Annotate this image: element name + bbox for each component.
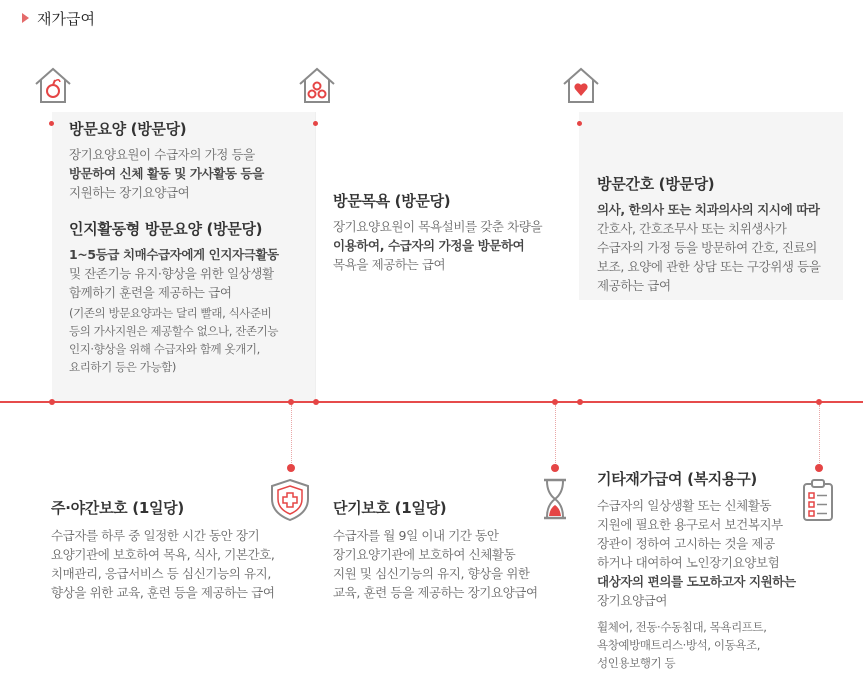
other-block — [597, 468, 797, 672]
desc-line: 목욕을 제공하는 급여 — [333, 257, 446, 272]
desc-line: 수급자를 월 9일 이내 기간 동안 — [333, 528, 499, 543]
connector-line — [291, 405, 292, 467]
visit-nursing-title: 방문간호 (방문당) — [597, 175, 715, 193]
desc-line: 보조, 요양에 관한 상담 또는 구강위생 등을 — [597, 259, 821, 274]
visit-nursing-block — [597, 173, 847, 295]
desc-line: 교육, 훈련 등을 제공하는 장기요양급여 — [333, 585, 538, 600]
connector-dot — [287, 464, 295, 472]
other-title: 기타재가급여 (복지용구) — [597, 470, 757, 488]
desc-line: 함께하기 훈련을 제공하는 급여 — [69, 285, 232, 300]
visit-care-title: 방문요양 (방문당) — [69, 120, 187, 138]
cognitive-note: (기존의 방문요양과는 달리 빨래, 식사준비 등의 가사지원은 제공할수 없으나, 잔존기능 인지·향상을 위해 수급자와 함께 옷개기, 요리하기 등은 가능함) — [69, 306, 279, 374]
desc-line: 수급자를 하루 중 일정한 시간 동안 장기 — [51, 528, 260, 543]
desc-line: 의사, 한의사 또는 치과의사의 지시에 따라 — [597, 202, 820, 217]
day-night-block — [51, 497, 301, 602]
desc-line: 치매관리, 응급서비스 등 심신기능의 유지, — [51, 566, 271, 581]
triangle-bullet-icon — [22, 13, 29, 23]
desc-line: 1~5등급 치매수급자에게 인지자극활동 — [69, 247, 279, 262]
divider-line — [315, 112, 316, 401]
cognitive-title: 인지활동형 방문요양 (방문당) — [69, 220, 263, 238]
timeline-dot — [577, 399, 583, 405]
house-bath-icon — [296, 64, 338, 106]
desc-line: 장기요양요원이 수급자의 가정 등을 — [69, 147, 255, 162]
section-dot — [577, 121, 582, 126]
desc-line: 지원 및 심신기능의 유지, 향상을 위한 — [333, 566, 530, 581]
visit-care-block — [69, 118, 309, 376]
desc-line: 이용하여, 수급자의 가정을 방문하여 — [333, 238, 525, 253]
connector-line — [555, 405, 556, 467]
house-heart-icon — [560, 64, 602, 106]
connector-dot — [815, 464, 823, 472]
day-night-title: 주·야간보호 (1일당) — [51, 499, 184, 517]
house-apple-icon — [32, 64, 74, 106]
other-items: 휠체어, 전동·수동침대, 목욕리프트, 욕창예방매트리스·방석, 이동욕조, 성인용보행기 등 — [597, 620, 767, 670]
desc-line: 장관이 정하여 고시하는 것을 제공 — [597, 536, 775, 551]
desc-line: 수급자의 일상생활 또는 신체활동 — [597, 498, 772, 513]
desc-line: 및 잔존기능 유지·향상을 위한 일상생활 — [69, 266, 274, 281]
timeline-line — [0, 401, 863, 403]
desc-line: 지원에 필요한 용구로서 보건복지부 — [597, 517, 783, 532]
desc-line: 제공하는 급여 — [597, 278, 671, 293]
desc-line: 간호사, 간호조무사 또는 치위생사가 — [597, 221, 787, 236]
desc-line: 장기요양요원이 목욕설비를 갖춘 차량을 — [333, 219, 543, 234]
connector-line — [819, 405, 820, 467]
short-term-block — [333, 497, 573, 602]
desc-line: 요양기관에 보호하여 목욕, 식사, 기본간호, — [51, 547, 275, 562]
section-dot — [49, 121, 54, 126]
desc-line: 향상을 위한 교육, 훈련 등을 제공하는 급여 — [51, 585, 275, 600]
timeline-dot — [313, 399, 319, 405]
desc-line: 방문하여 신체 활동 및 가사활동 등을 — [69, 166, 264, 181]
desc-line: 지원하는 장기요양급여 — [69, 185, 190, 200]
desc-line: 하거나 대여하여 노인장기요양보험 — [597, 555, 780, 570]
short-term-title: 단기보호 (1일당) — [333, 499, 447, 517]
section-title: 재가급여 — [22, 8, 95, 29]
checklist-clipboard-icon — [800, 478, 836, 522]
visit-bath-title: 방문목욕 (방문당) — [333, 192, 451, 210]
visit-bath-block — [333, 190, 573, 274]
section-dot — [313, 121, 318, 126]
connector-dot — [551, 464, 559, 472]
desc-line: 수급자의 가정 등을 방문하여 간호, 진료의 — [597, 240, 817, 255]
timeline-dot — [49, 399, 55, 405]
desc-line: 장기요양기관에 보호하여 신체활동 — [333, 547, 516, 562]
desc-line: 대상자의 편의를 도모하고자 지원하는 — [597, 574, 796, 589]
desc-line: 장기요양급여 — [597, 593, 668, 608]
